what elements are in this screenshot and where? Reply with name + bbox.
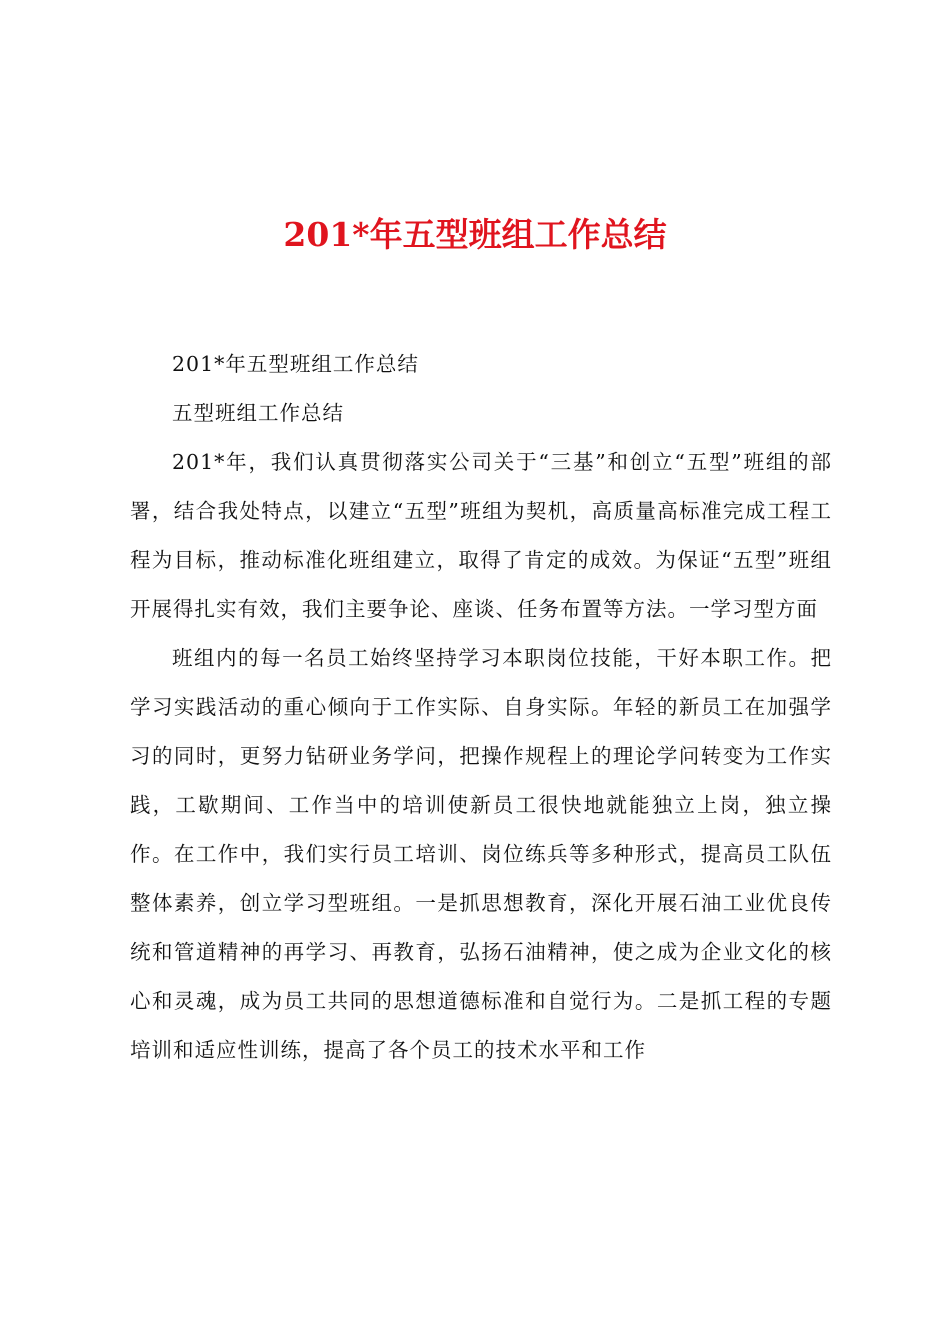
paragraph-intro: 201*年，我们认真贯彻落实公司关于“三基”和创立“五型”班组的部署，结合我处特点，以建立“五型”班组为契机，高质量高标准完成工程工程为目标，推动标准化班组建立，取得了肯定的成效。为保证“五型”班组开展得扎实有效，我们主要争论、座谈、任务布置等方法。一学习型方面 bbox=[130, 450, 832, 621]
document-body bbox=[130, 340, 832, 1075]
document-title: 201*年五型班组工作总结 bbox=[283, 215, 667, 254]
paragraph-learning: 班组内的每一名员工始终坚持学习本职岗位技能，干好本职工作。把学习实践活动的重心倾向于工作实际、自身实际。年轻的新员工在加强学习的同时，更努力钻研业务学问，把操作规程上的理论学问转变为工作实践，工歇期间、工作当中的培训使新员工很快地就能独立上岗，独立操作。在工作中，我们实行员工培训、岗位练兵等多种形式，提高员工队伍整体素养，创立学习型班组。一是抓思想教育，深化开展石油工业优良传统和管道精神的再学习、再教育，弘扬石油精神，使之成为企业文化的核心和灵魂，成为员工共同的思想道德标准和自觉行为。二是抓工程的专题培训和适应性训练，提高了各个员工的技术水平和工作 bbox=[130, 646, 832, 1062]
paragraph-subheading: 五型班组工作总结 bbox=[172, 401, 344, 425]
paragraph-heading-repeat: 201*年五型班组工作总结 bbox=[172, 352, 419, 376]
